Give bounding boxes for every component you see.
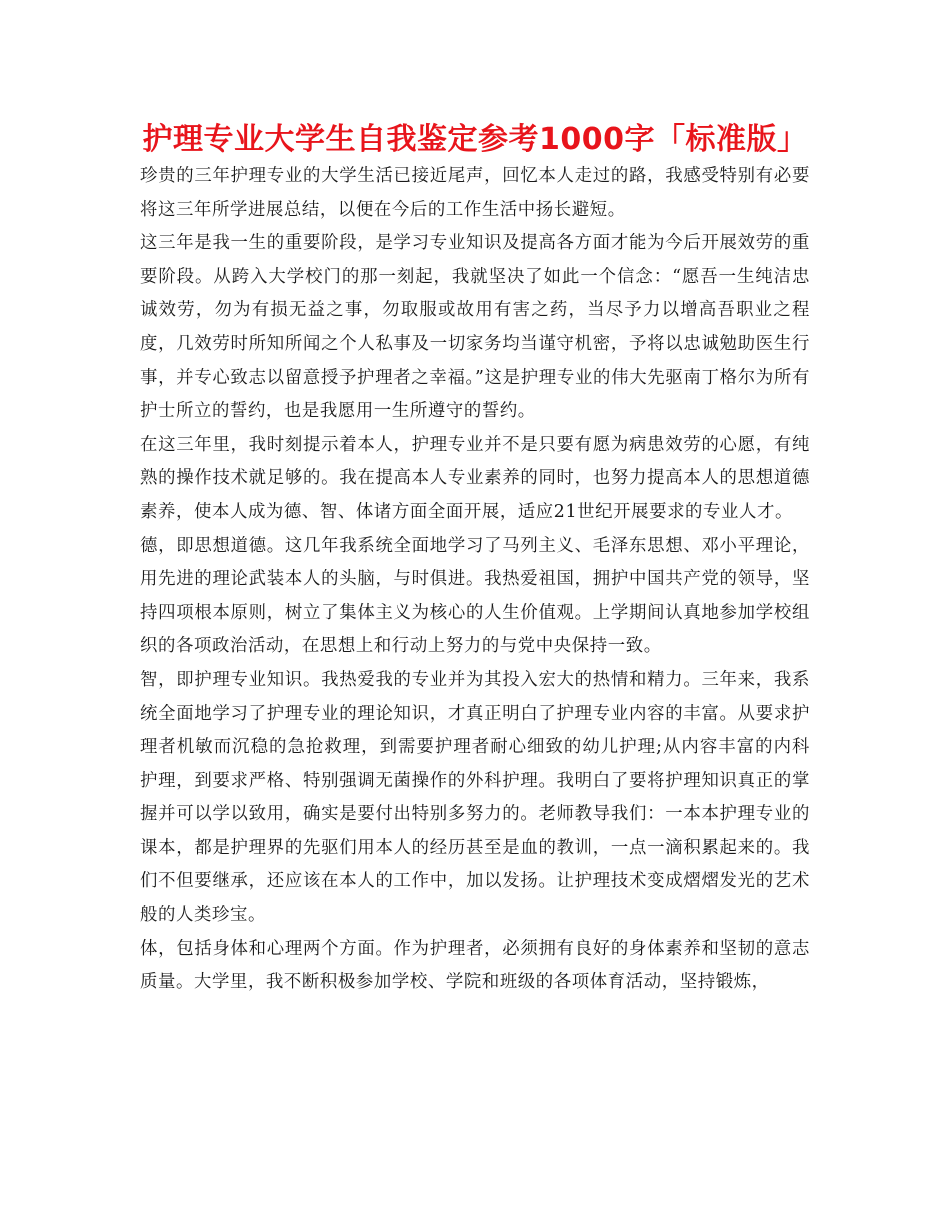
paragraph-knowledge: 智，即护理专业知识。我热爱我的专业并为其投入宏大的热情和精力。三年来，我系统全面地学习了护理专业的理论知识，才真正明白了护理专业内容的丰富。从要求护理者机敏而沉稳的急抢救理，到需要护理者耐心细致的幼儿护理;从内容丰富的内科护理，到要求严格、特别强调无菌操作的外科护理。我明白了要将护理知识真正的掌握并可以学以致用，确实是要付出特别多努力的。老师教导我们：一本本护理专业的课本，都是护理界的先驱们用本人的经历甚至是血的教训，一点一滴积累起来的。我们不但要继承，还应该在本人的工作中，加以发扬。让护理技术变成熠熠发光的艺术般的人类珍宝。: [140, 669, 810, 926]
document-title: 护理专业大学生自我鉴定参考1000字「标准版」: [142, 122, 808, 157]
paragraph-physical: 体，包括身体和心理两个方面。作为护理者，必须拥有良好的身体素养和坚韧的意志质量。大学里，我不断积极参加学校、学院和班级的各项体育活动，坚持锻炼，: [140, 938, 810, 993]
paragraph-three-years: 在这三年里，我时刻提示着本人，护理专业并不是只要有愿为病患效劳的心愿，有纯熟的操作技术就足够的。我在提高本人专业素养的同时，也努力提高本人的思想道德素养，使本人成为德、智、体诸方面全面开展，适应21世纪开展要求的专业人才。: [140, 434, 810, 522]
paragraph-important-stage: 这三年是我一生的重要阶段，是学习专业知识及提高各方面才能为今后开展效劳的重要阶段。从跨入大学校门的那一刻起，我就坚决了如此一个信念：“愿吾一生纯洁忠诚效劳，勿为有损无益之事，勿取服或故用有害之药，当尽予力以增高吾职业之程度，几效劳时所知所闻之个人私事及一切家务均当谨守机密，予将以忠诚勉助医生行事，并专心致志以留意授予护理者之幸福。”这是护理专业的伟大先驱南丁格尔为所有护士所立的誓约，也是我愿用一生所遵守的誓约。: [140, 233, 810, 422]
paragraph-intro: 珍贵的三年护理专业的大学生活已接近尾声，回忆本人走过的路，我感受特别有必要将这三年所学进展总结，以便在今后的工作生活中扬长避短。: [140, 166, 810, 220]
paragraph-morality: 德，即思想道德。这几年我系统全面地学习了马列主义、毛泽东思想、邓小平理论，用先进的理论武装本人的头脑，与时俱进。我热爱祖国，拥护中国共产党的领导，坚持四项根本原则，树立了集体主义为核心的人生价值观。上学期间认真地参加学校组织的各项政治活动，在思想上和行动上努力的与党中央保持一致。: [140, 535, 810, 657]
document-body: [140, 160, 810, 1000]
